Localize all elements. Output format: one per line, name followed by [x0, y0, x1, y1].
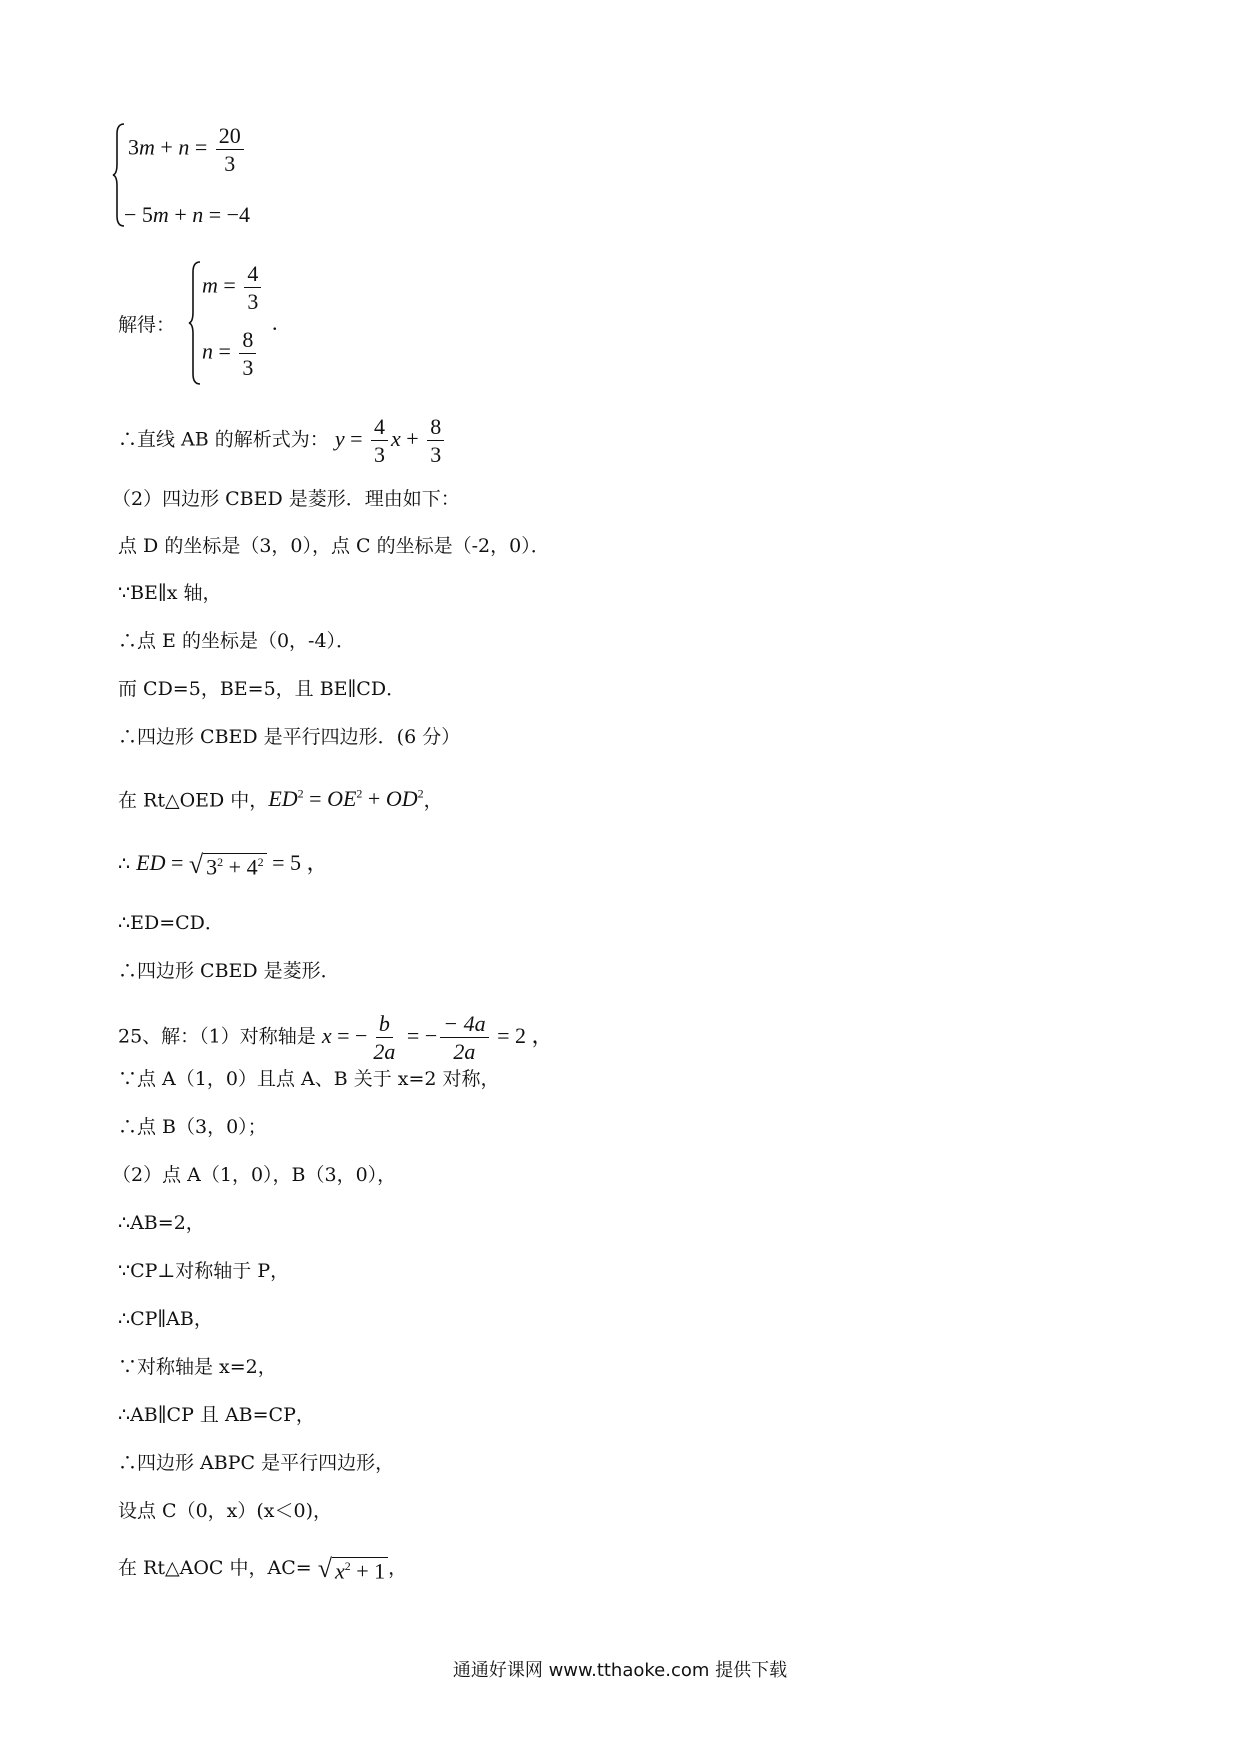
text-line-9: ∴ED=CD． — [118, 912, 224, 934]
text-line-15: ∴AB=2， — [118, 1212, 205, 1234]
text-line-4: ∴点 E 的坐标是（0，-4）． — [118, 630, 356, 652]
solution-m: m = $\frac{4}{3}$ — [202, 262, 264, 313]
square-root: √ $3^2 + 4^2$ — [189, 852, 267, 878]
equation-1: 3m + n = $\frac{20}{3}$ — [128, 124, 247, 175]
text-line-10: ∴四边形 CBED 是菱形． — [118, 960, 340, 982]
line-ab-equation: ∴直线 AB 的解析式为： y = $\frac{4}{3}$ x + $\frac{8}{3}$ — [118, 415, 447, 466]
solution-system — [188, 258, 308, 388]
text-line-20: ∴四边形 ABPC 是平行四边形， — [118, 1452, 395, 1474]
text-line-3: ∵BE∥x 轴， — [118, 582, 222, 604]
text-line-21: 设点 C（0，x）(x＜0)， — [118, 1500, 333, 1522]
text-line-18: ∵对称轴是 x=2， — [118, 1356, 277, 1378]
text-line-1: （2）四边形 CBED 是菱形．理由如下： — [112, 488, 460, 510]
page-footer: 通通好课网 www.tthaoke.com 提供下载 — [452, 1660, 788, 1681]
solution-n: n = $\frac{8}{3}$ — [202, 328, 259, 379]
text-line-16: ∵CP⊥对称轴于 P， — [118, 1260, 290, 1282]
equation-2: − 5m + n = −4 — [124, 202, 251, 227]
text-line-13: ∴点 B（3，0）； — [118, 1116, 267, 1138]
text-line-14: （2）点 A（1，0），B（3，0）， — [112, 1164, 397, 1186]
text-line-22: 在 Rt△AOC 中，AC= √ $x^2 + 1$ ， — [118, 1554, 408, 1583]
text-line-5: 而 CD=5，BE=5，且 BE∥CD． — [118, 678, 406, 700]
left-brace-icon — [188, 258, 202, 388]
text-line-2: 点 D 的坐标是（3，0），点 C 的坐标是（-2，0）． — [118, 535, 550, 557]
text-line-8: ∴ ED = √ $3^2 + 4^2$ = 5 ， — [118, 850, 329, 879]
text-line-12: ∵点 A（1，0）且点 A、B 关于 x=2 对称， — [118, 1068, 500, 1090]
square-root: √ $x^2 + 1$ — [318, 1556, 388, 1582]
text-line-17: ∴CP∥AB， — [118, 1308, 213, 1330]
solution-period: . — [272, 310, 278, 335]
equation-system-1 — [112, 120, 312, 230]
text-line-7: 在 Rt△OED 中，$ED^2 = OE^2 + OD^2$， — [118, 786, 443, 812]
text-line-19: ∴AB∥CP 且 AB=CP， — [118, 1404, 315, 1426]
solve-label: 解得： — [118, 314, 176, 336]
text-line-11: 25、解：（1）对称轴是 x = − $\frac{b}{2a}$ = − $\frac{- 4a}{2a}$ = 2 ， — [118, 1011, 554, 1065]
text-line-6: ∴四边形 CBED 是平行四边形．(6 分） — [118, 726, 461, 748]
